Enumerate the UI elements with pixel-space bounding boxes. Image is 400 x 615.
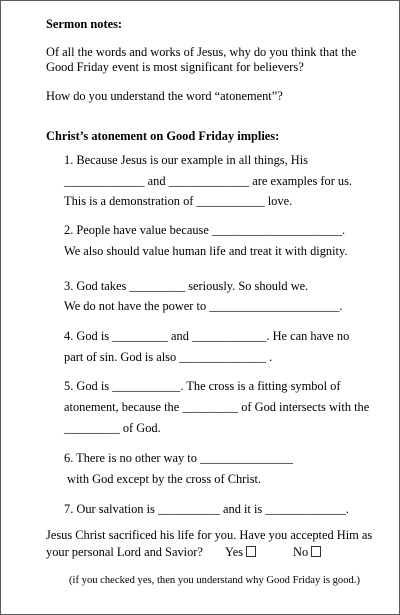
- item-3-line-1: 3. God takes _________ seriously. So should we.: [64, 279, 309, 293]
- item-2-line-1: 2. People have value because _____________________.: [64, 223, 346, 237]
- no-option[interactable]: [293, 545, 321, 560]
- question-1-line-2: Good Friday event is most significant for believers?: [46, 60, 304, 74]
- item-7-line-1: 7. Our salvation is __________ and it is _____________.: [64, 502, 349, 516]
- item-2-line-2: We also should value human life and treat it with dignity.: [64, 244, 348, 258]
- no-label: No: [293, 545, 309, 559]
- item-1-line-1: 1. Because Jesus is our example in all things, His: [64, 153, 308, 167]
- no-checkbox-icon[interactable]: [311, 546, 321, 557]
- question-1-line-1: Of all the words and works of Jesus, why do you think that the: [46, 45, 357, 59]
- item-3-line-2: We do not have the power to _____________________.: [64, 299, 343, 313]
- item-5-line-2: atonement, because the _________ of God intersects with the: [64, 400, 370, 414]
- item-4-line-2: part of sin. God is also ______________ .: [64, 350, 273, 364]
- sermon-notes-heading: Sermon notes:: [46, 17, 123, 31]
- item-4-line-1: 4. God is _________ and ____________. He can have no: [64, 329, 350, 343]
- yes-option[interactable]: [225, 545, 256, 560]
- question-2: How do you understand the word “atonement”?: [46, 89, 283, 103]
- section-heading: Christ’s atonement on Good Friday implies:: [46, 129, 280, 143]
- item-1-line-2: _____________ and _____________ are examples for us.: [64, 174, 353, 188]
- item-5-line-3: _________ of God.: [64, 421, 161, 435]
- item-1-line-3: This is a demonstration of ___________ love.: [64, 194, 293, 208]
- yes-label: Yes: [225, 545, 244, 559]
- item-6-line-2: with God except by the cross of Christ.: [67, 472, 262, 486]
- yes-checkbox-icon[interactable]: [246, 546, 256, 557]
- item-6-line-1: 6. There is no other way to _______________: [64, 451, 293, 465]
- closing-line-1: Jesus Christ sacrificed his life for you. Have you accepted Him as: [46, 528, 373, 542]
- item-5-line-1: 5. God is ___________. The cross is a fitting symbol of: [64, 379, 341, 393]
- footnote: (if you checked yes, then you understand why Good Friday is good.): [69, 575, 360, 586]
- closing-line-2: your personal Lord and Savior?: [46, 545, 203, 559]
